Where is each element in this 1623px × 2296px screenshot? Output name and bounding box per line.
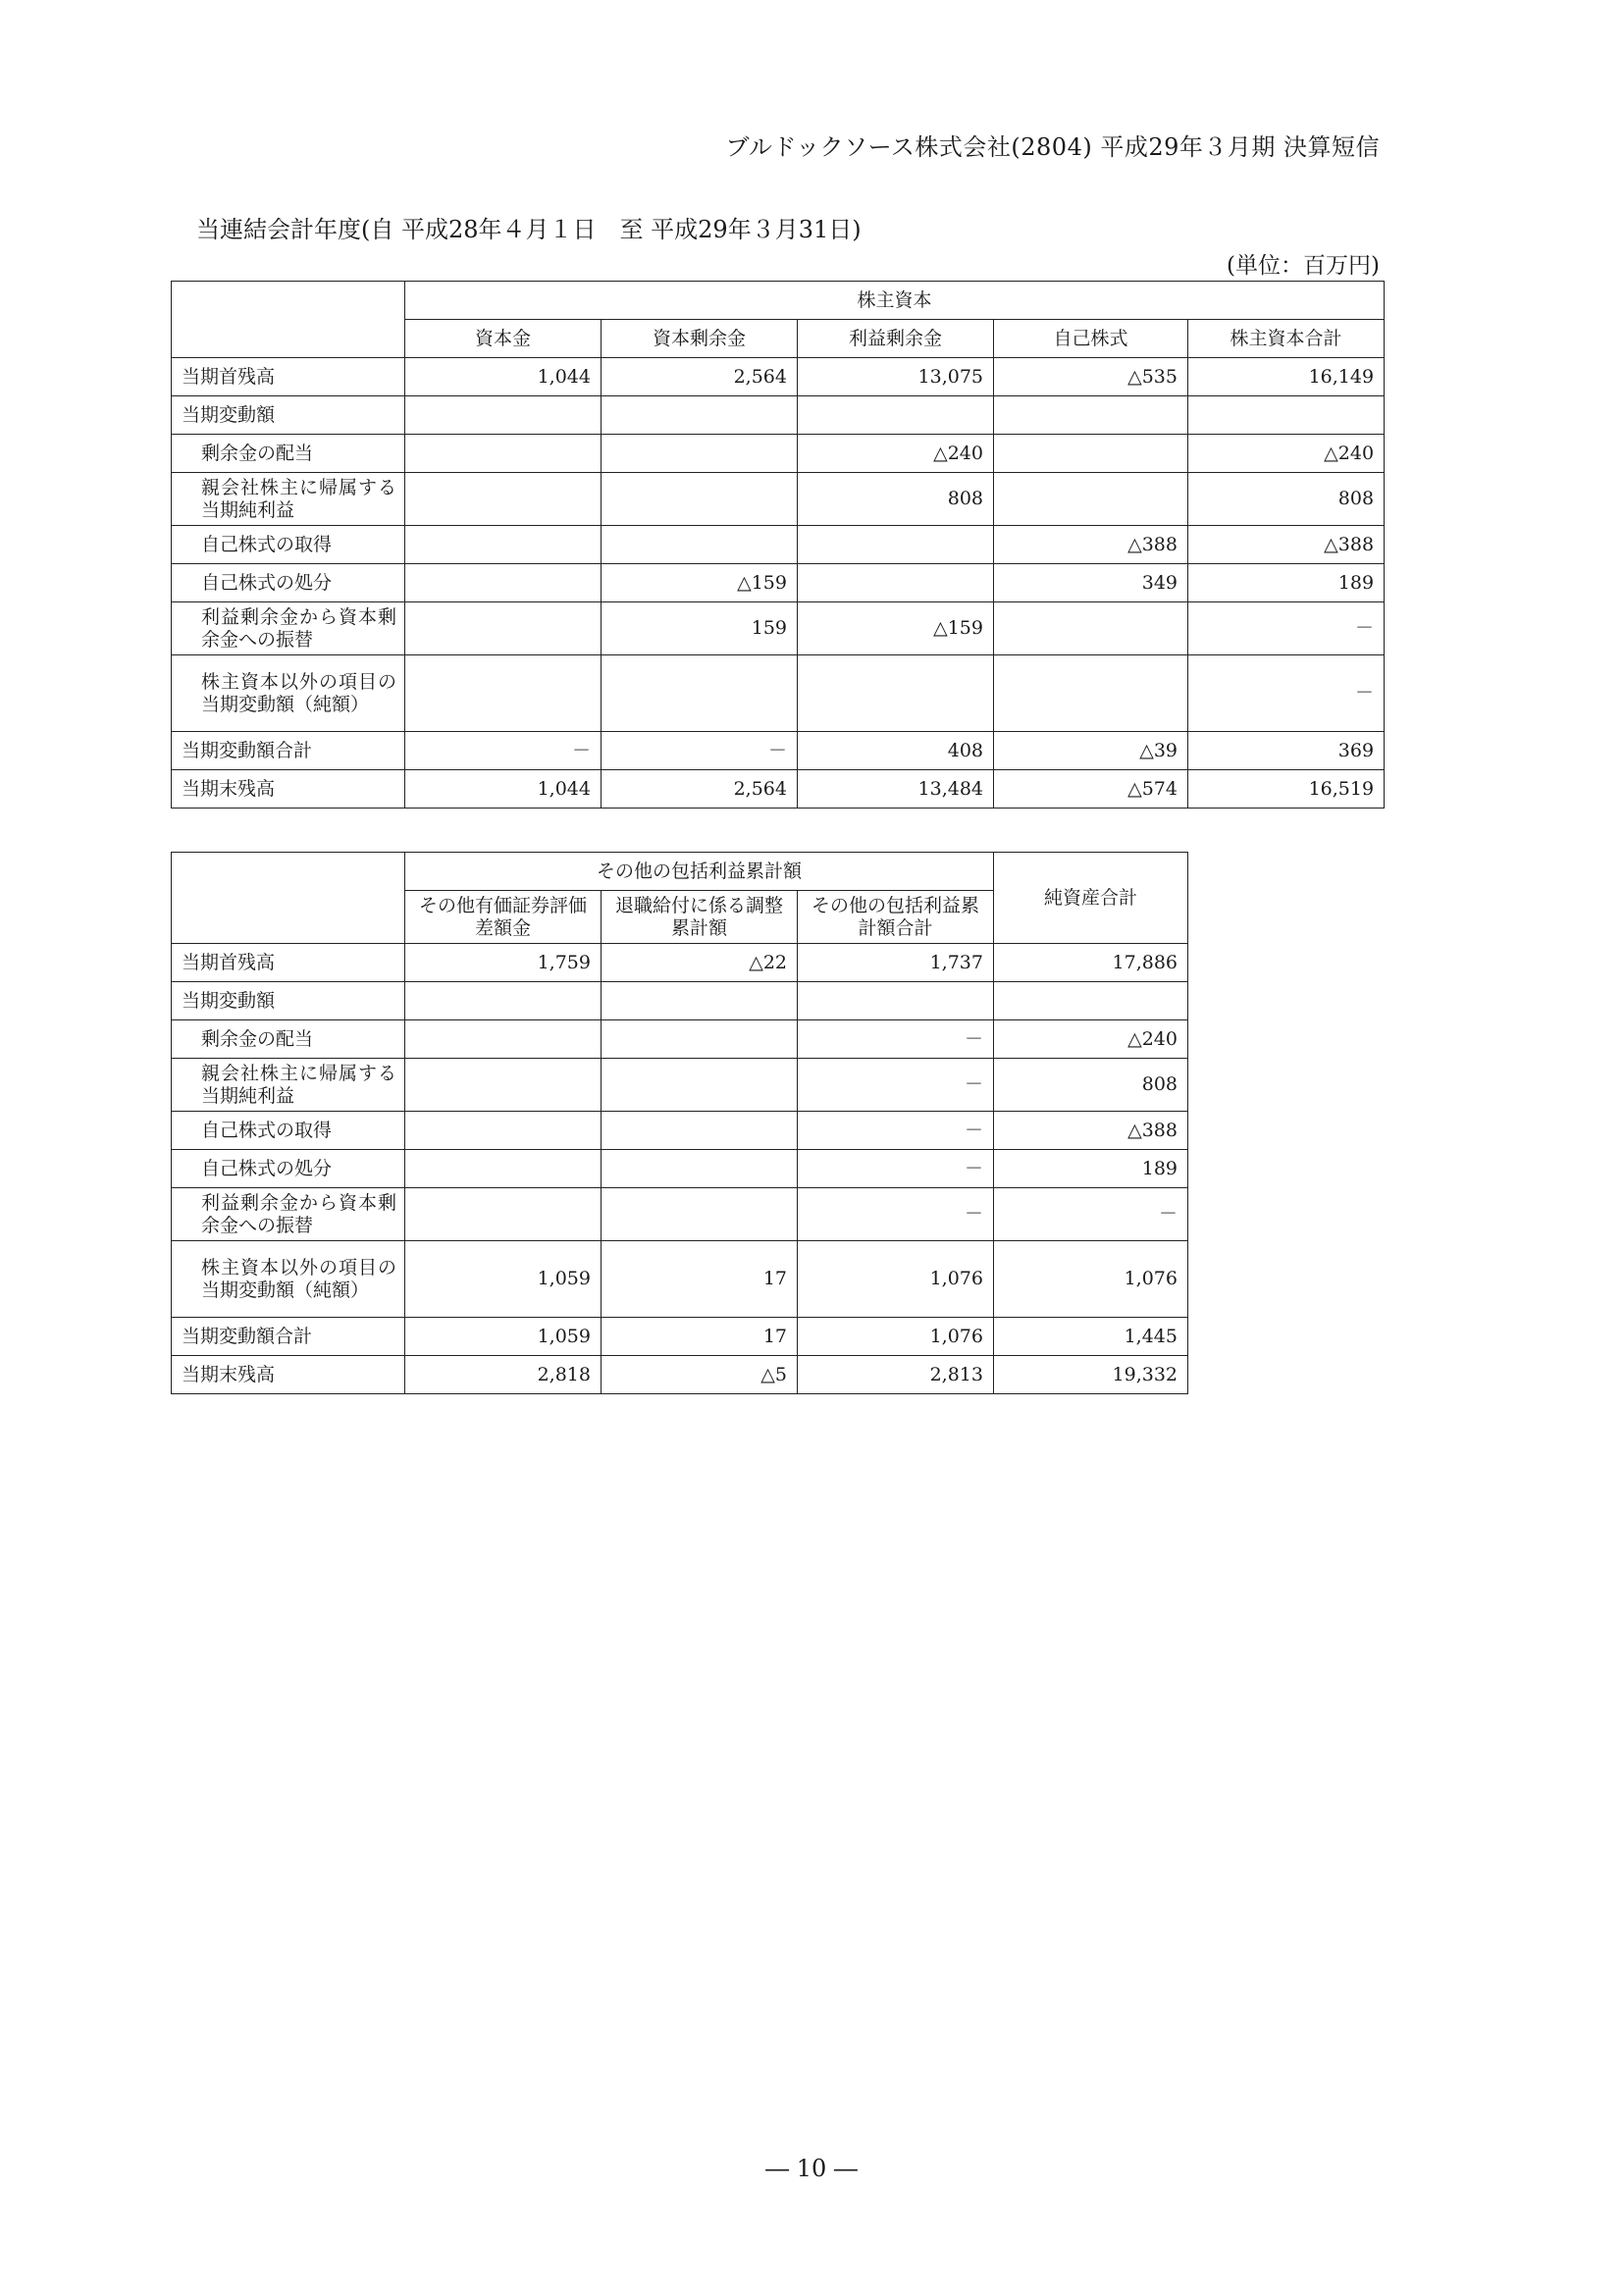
page-number: ― 10 ― <box>765 2155 858 2182</box>
cell <box>405 1112 602 1150</box>
cell <box>1188 396 1385 435</box>
cell <box>994 655 1188 732</box>
cell: 808 <box>994 1059 1188 1112</box>
corner-cell <box>172 853 405 944</box>
cell <box>602 526 798 564</box>
col-header: その他有価証券評価差額金 <box>405 891 602 944</box>
col-header: 退職給付に係る調整累計額 <box>602 891 798 944</box>
table-row <box>172 1356 1188 1394</box>
col-header-net-assets-total: 純資産合計 <box>994 853 1188 944</box>
table-row <box>172 1241 1188 1318</box>
table-row <box>172 1112 1188 1150</box>
col-header: 株主資本合計 <box>1188 320 1385 358</box>
cell: 1,059 <box>405 1318 602 1356</box>
row-label: 当期変動額 <box>172 396 405 435</box>
cell: 369 <box>1188 732 1385 770</box>
cell: △240 <box>798 435 994 473</box>
cell: 16,519 <box>1188 770 1385 809</box>
cell <box>798 982 994 1020</box>
cell: 1,076 <box>994 1241 1188 1318</box>
cell <box>405 602 602 655</box>
cell <box>405 1059 602 1112</box>
cell: － <box>798 1150 994 1188</box>
table-row <box>172 473 1385 526</box>
row-label: 株主資本以外の項目の当期変動額（純額） <box>172 655 405 732</box>
cell: － <box>798 1020 994 1059</box>
row-label: 親会社株主に帰属する当期純利益 <box>172 473 405 526</box>
cell: △240 <box>994 1020 1188 1059</box>
cell: 189 <box>1188 564 1385 602</box>
cell: 17,886 <box>994 944 1188 982</box>
cell: 408 <box>798 732 994 770</box>
cell <box>405 526 602 564</box>
row-label: 利益剰余金から資本剰余金への振替 <box>172 602 405 655</box>
table-row <box>172 1318 1188 1356</box>
row-label: 親会社株主に帰属する当期純利益 <box>172 1059 405 1112</box>
cell: 16,149 <box>1188 358 1385 396</box>
cell: － <box>1188 602 1385 655</box>
page-header-company: ブルドックソース株式会社(2804) 平成29年３月期 決算短信 <box>725 133 1380 161</box>
table-row <box>172 1020 1188 1059</box>
cell: 13,075 <box>798 358 994 396</box>
row-label: 利益剰余金から資本剰余金への振替 <box>172 1188 405 1241</box>
cell: 2,813 <box>798 1356 994 1394</box>
row-label: 自己株式の取得 <box>172 1112 405 1150</box>
oci-table <box>171 852 1188 1394</box>
cell <box>405 396 602 435</box>
cell: △574 <box>994 770 1188 809</box>
cell <box>405 982 602 1020</box>
cell <box>405 1020 602 1059</box>
group-header-oci: その他の包括利益累計額 <box>405 853 994 891</box>
cell: 1,076 <box>798 1318 994 1356</box>
table-row <box>172 982 1188 1020</box>
cell <box>798 564 994 602</box>
cell: 159 <box>602 602 798 655</box>
cell <box>405 1150 602 1188</box>
table-row <box>172 1150 1188 1188</box>
table-row <box>172 1059 1188 1112</box>
cell <box>602 1020 798 1059</box>
row-label: 自己株式の処分 <box>172 1150 405 1188</box>
period-title: 当連結会計年度(自 平成28年４月１日 至 平成29年３月31日) <box>196 216 862 243</box>
row-label: 当期変動額 <box>172 982 405 1020</box>
cell: 1,737 <box>798 944 994 982</box>
cell <box>405 473 602 526</box>
cell: △388 <box>1188 526 1385 564</box>
cell: △388 <box>994 526 1188 564</box>
cell <box>602 1112 798 1150</box>
cell <box>602 1150 798 1188</box>
cell: 808 <box>798 473 994 526</box>
cell <box>405 655 602 732</box>
col-header: 利益剰余金 <box>798 320 994 358</box>
table-row <box>172 526 1385 564</box>
col-header: 資本金 <box>405 320 602 358</box>
cell: － <box>994 1188 1188 1241</box>
table-row <box>172 358 1385 396</box>
cell: － <box>1188 655 1385 732</box>
cell <box>994 396 1188 435</box>
col-header: 資本剰余金 <box>602 320 798 358</box>
cell: 2,818 <box>405 1356 602 1394</box>
cell: △22 <box>602 944 798 982</box>
cell: 17 <box>602 1241 798 1318</box>
table-row <box>172 732 1385 770</box>
cell: 349 <box>994 564 1188 602</box>
table-row <box>172 564 1385 602</box>
cell: 19,332 <box>994 1356 1188 1394</box>
row-label: 株主資本以外の項目の当期変動額（純額） <box>172 1241 405 1318</box>
cell <box>994 473 1188 526</box>
row-label: 剰余金の配当 <box>172 435 405 473</box>
row-label: 当期変動額合計 <box>172 1318 405 1356</box>
table-row <box>172 435 1385 473</box>
cell <box>602 396 798 435</box>
row-label: 当期末残高 <box>172 770 405 809</box>
table-row <box>172 396 1385 435</box>
table-row <box>172 770 1385 809</box>
cell <box>405 435 602 473</box>
cell <box>602 473 798 526</box>
cell <box>994 602 1188 655</box>
cell <box>602 435 798 473</box>
cell <box>602 1059 798 1112</box>
cell: △388 <box>994 1112 1188 1150</box>
cell: 1,445 <box>994 1318 1188 1356</box>
cell: △240 <box>1188 435 1385 473</box>
col-header: その他の包括利益累計額合計 <box>798 891 994 944</box>
cell <box>994 982 1188 1020</box>
cell <box>602 1188 798 1241</box>
cell: △39 <box>994 732 1188 770</box>
table-row <box>172 602 1385 655</box>
table-row <box>172 1188 1188 1241</box>
cell: 2,564 <box>602 358 798 396</box>
cell <box>602 655 798 732</box>
cell: 17 <box>602 1318 798 1356</box>
cell: 1,759 <box>405 944 602 982</box>
row-label: 自己株式の処分 <box>172 564 405 602</box>
cell: 1,059 <box>405 1241 602 1318</box>
row-label: 当期変動額合計 <box>172 732 405 770</box>
row-label: 自己株式の取得 <box>172 526 405 564</box>
cell <box>602 982 798 1020</box>
cell <box>405 1188 602 1241</box>
row-label: 剰余金の配当 <box>172 1020 405 1059</box>
cell: 189 <box>994 1150 1188 1188</box>
row-label: 当期首残高 <box>172 944 405 982</box>
cell <box>798 396 994 435</box>
cell: 1,044 <box>405 358 602 396</box>
cell: － <box>405 732 602 770</box>
cell: － <box>798 1188 994 1241</box>
cell: － <box>602 732 798 770</box>
cell: － <box>798 1112 994 1150</box>
cell: △159 <box>798 602 994 655</box>
cell: △5 <box>602 1356 798 1394</box>
row-label: 当期首残高 <box>172 358 405 396</box>
cell: － <box>798 1059 994 1112</box>
cell <box>798 526 994 564</box>
cell <box>798 655 994 732</box>
cell: 1,044 <box>405 770 602 809</box>
unit-label: (単位：百万円) <box>1227 253 1380 279</box>
group-header-shareholders-equity: 株主資本 <box>405 282 1385 320</box>
table-row <box>172 655 1385 732</box>
corner-cell <box>172 282 405 358</box>
row-label: 当期末残高 <box>172 1356 405 1394</box>
cell <box>994 435 1188 473</box>
cell: 2,564 <box>602 770 798 809</box>
equity-table <box>171 281 1385 809</box>
cell: 13,484 <box>798 770 994 809</box>
table-row <box>172 944 1188 982</box>
col-header: 自己株式 <box>994 320 1188 358</box>
cell: △535 <box>994 358 1188 396</box>
cell: △159 <box>602 564 798 602</box>
cell: 1,076 <box>798 1241 994 1318</box>
cell: 808 <box>1188 473 1385 526</box>
cell <box>405 564 602 602</box>
